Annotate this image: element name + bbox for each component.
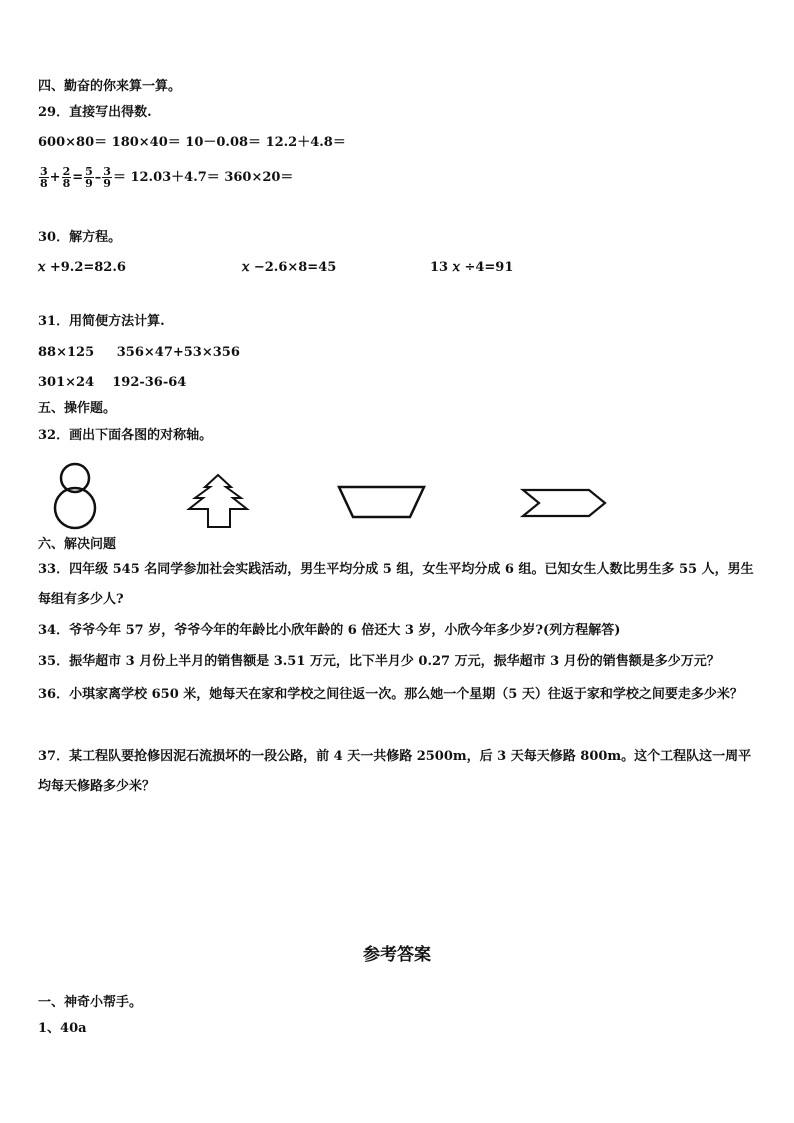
figure-trapezoid xyxy=(336,484,428,520)
equation-3: 13 𝑥 ÷4=91 xyxy=(430,260,514,275)
answers-section1: 一、神奇小帮手。 xyxy=(38,995,143,1010)
figure-tree-arrow xyxy=(185,472,251,530)
fraction: $\frac{3}{8}$ xyxy=(40,165,48,190)
question-33: 33．四年级 545 名同学参加社会实践活动，男生平均分成 5 组，女生平均分成 6 组。已知女生人数比男生多 55 人，男生每组有多少人? xyxy=(38,562,754,607)
q31-label: 31．用简便方法计算. xyxy=(38,314,165,329)
question-34: 34．爷爷今年 57 岁，爷爷今年的年龄比小欣年龄的 6 倍还大 3 岁，小欣今年多少岁?(列方程解答) xyxy=(38,623,621,638)
answers-title: 参考答案 xyxy=(363,945,431,965)
fraction: $\frac{2}{8}$ xyxy=(62,165,71,190)
question-35: 35．振华超市 3 月份上半月的销售额是 3.51 万元，比下半月少 0.27 万元，振华超市 3 月份的销售额是多少万元？ xyxy=(38,654,720,669)
figure-eight xyxy=(44,460,106,530)
question-36: 36．小琪家离学校 650 米，她每天在家和学校之间往返一次。那么她一个星期（5 天）往返于家和学校之间要走多少米？ xyxy=(38,687,743,702)
equation-1: 𝑥 +9.2=82.6 xyxy=(38,260,126,275)
figure-chevron-arrow xyxy=(519,488,609,518)
fraction: $\frac{5}{9}$ xyxy=(85,165,93,190)
section6-heading: 六、解决问题 xyxy=(38,537,117,552)
q32-label: 32．画出下面各图的对称轴。 xyxy=(38,428,213,443)
section5-heading: 五、操作题。 xyxy=(38,401,117,416)
equation-2: 𝑥 −2.6×8=45 xyxy=(242,260,337,275)
q31-row2: 301×24 192-36-64 xyxy=(38,375,187,390)
section4-heading: 四、勤奋的你来算一算。 xyxy=(38,79,182,94)
q29-row2: $\frac{3}{8}$ + $\frac{2}{8}$ = $\frac{5}{9}$ – $\frac{3}{9}$ ＝ 12.03＋4.7＝ 360×20＝ xyxy=(40,165,294,190)
question-37: 37．某工程队要抢修因泥石流损坏的一段公路，前 4 天一共修路 2500m，后 3 天每天修路 800m。这个工程队这一周平均每天修路多少米？ xyxy=(38,749,752,794)
q30-label: 30．解方程。 xyxy=(38,230,122,245)
fraction: $\frac{3}{9}$ xyxy=(103,165,111,190)
q29-label: 29．直接写出得数. xyxy=(38,105,152,120)
answer-1: 1、40a xyxy=(38,1021,87,1036)
q29-row1: 600×80＝ 180×40＝ 10－0.08＝ 12.2＋4.8＝ xyxy=(38,135,346,150)
q31-row1: 88×125 356×47+53×356 xyxy=(38,345,240,360)
